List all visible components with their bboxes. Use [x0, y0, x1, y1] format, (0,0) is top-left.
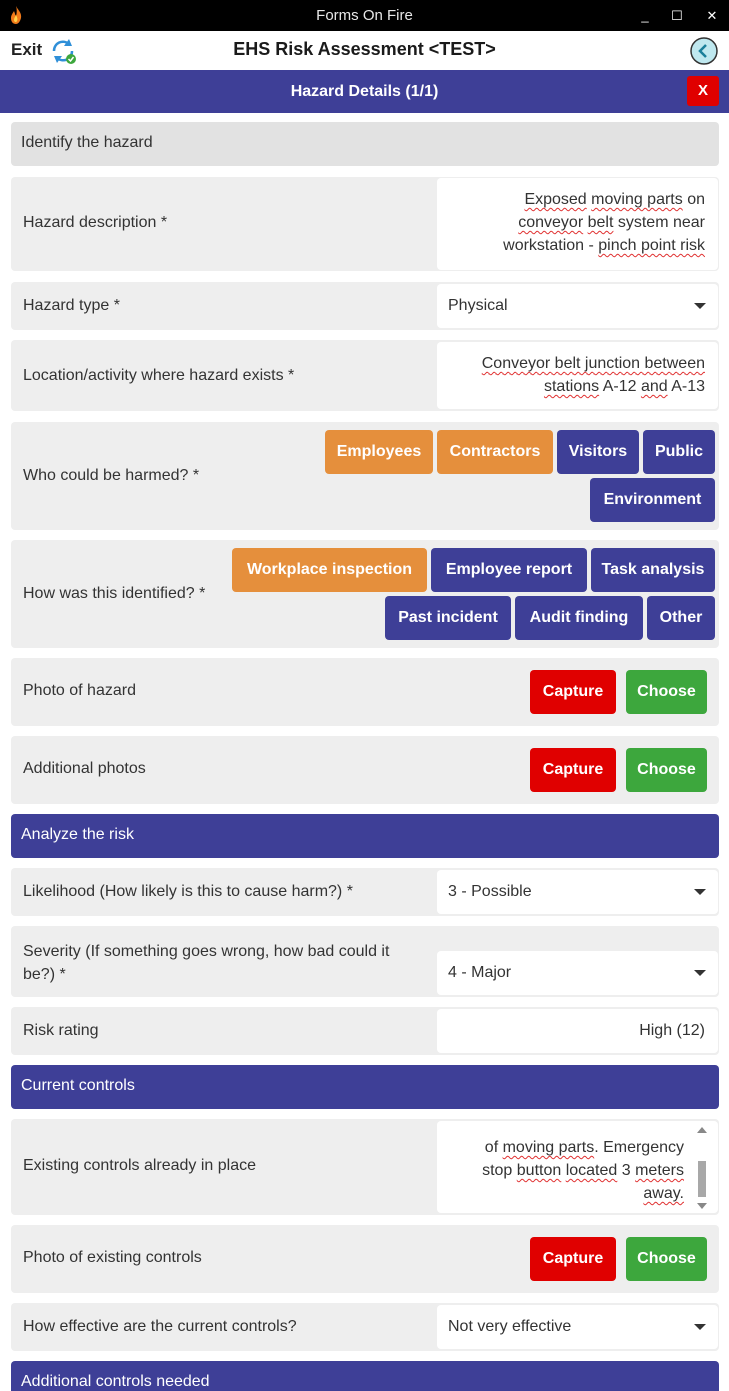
field-label: How effective are the current controls?	[23, 1318, 297, 1335]
scrollbar[interactable]	[695, 1125, 709, 1211]
location-input[interactable]	[437, 342, 718, 409]
text-seg: Conveyor belt junction between	[481, 355, 705, 372]
text-seg: . Emergency	[594, 1139, 684, 1156]
option-task-analysis[interactable]: Task analysis	[591, 548, 715, 592]
text-seg: stations	[543, 378, 600, 395]
option-other[interactable]: Other	[647, 596, 715, 640]
field-label: Photo of hazard	[23, 682, 136, 699]
risk-rating-value: High (12)	[437, 1009, 718, 1053]
field-label: Additional photos	[23, 760, 146, 777]
label-line: Severity (If something goes wrong, how bad could it	[23, 943, 390, 960]
select-value: Not very effective	[448, 1318, 572, 1335]
text-seg: belt	[587, 214, 614, 231]
capture-button[interactable]: Capture	[530, 1237, 616, 1281]
choose-button[interactable]: Choose	[626, 1237, 707, 1281]
text-seg: 3	[617, 1162, 636, 1179]
hazard-type-select[interactable]	[437, 284, 718, 328]
group-title: Additional controls needed	[21, 1373, 210, 1390]
option-workplace-inspection[interactable]: Workplace inspection	[232, 548, 427, 592]
app-header	[0, 31, 729, 70]
severity-select[interactable]	[437, 951, 718, 995]
text-seg: on	[682, 191, 705, 208]
window-title-bar	[0, 0, 729, 31]
field-label: How was this identified? *	[23, 585, 206, 602]
effectiveness-select[interactable]	[437, 1305, 718, 1349]
maximize-button[interactable]: ☐	[671, 8, 683, 23]
text-seg: A-13	[667, 378, 705, 395]
section-title: Hazard Details (1/1)	[290, 83, 439, 100]
group-identify-hazard	[11, 122, 719, 166]
option-audit-finding[interactable]: Audit finding	[515, 596, 643, 640]
option-visitors[interactable]: Visitors	[557, 430, 639, 474]
group-title: Analyze the risk	[21, 826, 134, 843]
text-seg: and	[640, 378, 668, 395]
existing-controls-input[interactable]	[437, 1121, 718, 1213]
field-label: Photo of existing controls	[23, 1249, 202, 1266]
text-seg: button	[516, 1162, 562, 1179]
minimize-button[interactable]: _	[641, 8, 649, 23]
window-title: Forms On Fire	[316, 7, 413, 24]
field-label: Who could be harmed? *	[23, 467, 200, 484]
option-environment[interactable]: Environment	[590, 478, 715, 522]
chevron-down-icon	[694, 1324, 706, 1330]
select-value: 4 - Major	[448, 964, 512, 981]
option-past-incident[interactable]: Past incident	[385, 596, 511, 640]
field-label: Location/activity where hazard exists *	[23, 367, 295, 384]
back-circle-icon[interactable]	[689, 36, 719, 66]
text-seg: A-12	[599, 378, 641, 395]
select-value: 3 - Possible	[448, 883, 532, 900]
text-seg: workstation -	[503, 237, 599, 254]
chevron-down-icon	[694, 889, 706, 895]
scrolled-text-fragment	[457, 1121, 684, 1125]
text-seg: moving parts	[502, 1139, 595, 1156]
scroll-up-icon[interactable]	[697, 1127, 707, 1133]
field-label: Hazard type *	[23, 297, 120, 314]
section-header	[0, 70, 729, 113]
field-label: Hazard description *	[23, 214, 168, 231]
text-seg: Exposed	[524, 191, 587, 208]
text-seg: moving parts	[591, 191, 683, 208]
close-section-button[interactable]: X	[687, 76, 719, 106]
hazard-description-input[interactable]	[437, 178, 718, 270]
group-analyze-risk	[11, 814, 719, 858]
field-label: Existing controls already in place	[23, 1157, 257, 1174]
scroll-down-icon[interactable]	[697, 1203, 707, 1209]
exit-button[interactable]: Exit	[11, 40, 43, 59]
select-value: Physical	[448, 297, 508, 314]
field-label: Risk rating	[23, 1022, 99, 1039]
label-line: be?) *	[23, 966, 66, 983]
group-title: Identify the hazard	[21, 134, 153, 151]
existing-controls-text	[482, 1136, 684, 1205]
group-additional-controls	[11, 1361, 719, 1391]
window-close-button[interactable]: ✕	[706, 8, 718, 23]
text-seg: of	[484, 1139, 503, 1156]
likelihood-select[interactable]	[437, 870, 718, 914]
option-contractors[interactable]: Contractors	[437, 430, 553, 474]
option-employee-report[interactable]: Employee report	[431, 548, 587, 592]
text-seg: located	[565, 1162, 618, 1179]
text-seg: pinch point risk	[598, 237, 705, 254]
text-seg: conveyor	[518, 214, 584, 231]
chevron-down-icon	[694, 970, 706, 976]
option-employees[interactable]: Employees	[325, 430, 433, 474]
text-seg: away.	[643, 1185, 684, 1202]
capture-button[interactable]: Capture	[530, 670, 616, 714]
field-label: Likelihood (How likely is this to cause harm?) *	[23, 883, 353, 900]
chevron-down-icon	[694, 303, 706, 309]
choose-button[interactable]: Choose	[626, 670, 707, 714]
group-current-controls	[11, 1065, 719, 1109]
field-label	[23, 940, 389, 986]
group-title: Current controls	[21, 1077, 135, 1094]
text-seg: system near	[613, 214, 705, 231]
capture-button[interactable]: Capture	[530, 748, 616, 792]
scroll-thumb[interactable]	[698, 1161, 706, 1197]
app-title: EHS Risk Assessment <TEST>	[233, 39, 496, 59]
option-public[interactable]: Public	[643, 430, 715, 474]
choose-button[interactable]: Choose	[626, 748, 707, 792]
text-seg: meters	[635, 1162, 684, 1179]
text-seg: stop	[482, 1162, 517, 1179]
